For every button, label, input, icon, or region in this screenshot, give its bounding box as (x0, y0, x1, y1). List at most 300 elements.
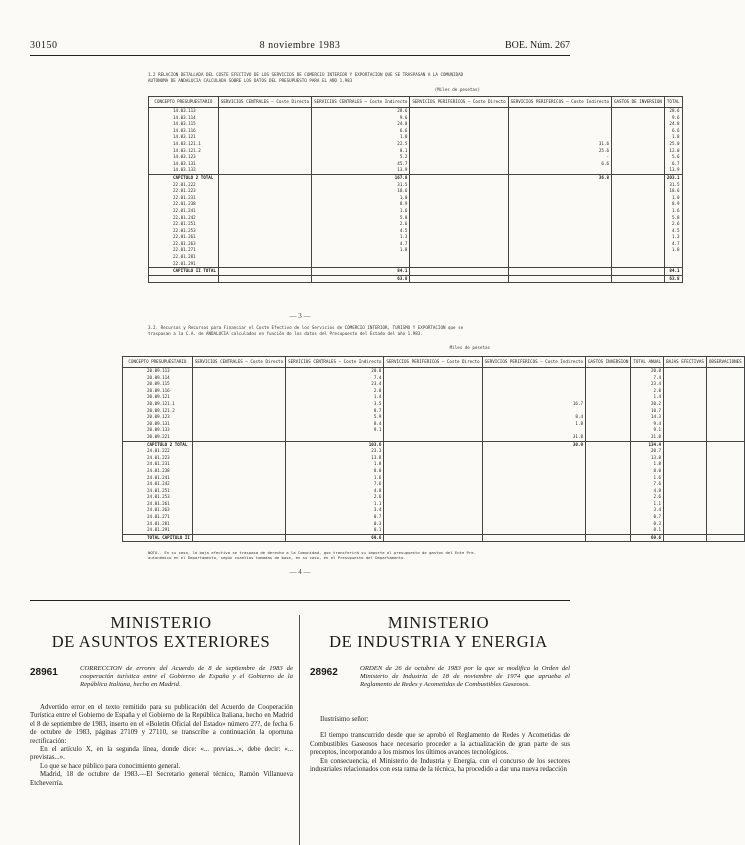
cell-value (664, 368, 707, 375)
cell-value (218, 254, 311, 261)
cell-value (192, 394, 285, 401)
cell-value: 8.1 (312, 148, 410, 155)
table-row (149, 182, 683, 189)
table-row (123, 468, 745, 475)
cell-value (482, 408, 585, 415)
cell-value (706, 434, 744, 441)
cell-value: 9.1 (286, 427, 384, 434)
cell-value: 8.4 (286, 421, 384, 428)
row-label: 20.09.133 (123, 427, 193, 434)
column-header: SERVICIOS CENTRALES — Coste Directo (192, 357, 285, 368)
cell-value (482, 507, 585, 514)
row-label: 20.09.114 (123, 375, 193, 382)
cell-value: 1.6 (312, 208, 410, 215)
cell-value: 8.4 (482, 414, 585, 421)
cell-value: 13.9 (664, 167, 682, 174)
cell-value: - (508, 154, 611, 161)
cell-value (706, 507, 744, 514)
cell-value: 1.8 (482, 421, 585, 428)
cell-value (312, 254, 410, 261)
cell-value (218, 134, 311, 141)
cell-value (612, 134, 665, 141)
table-row (123, 521, 745, 528)
cell-value: 7.6 (286, 481, 384, 488)
cell-value: 6.6 (508, 161, 611, 168)
column-header: SERVICIOS PERIFERICOS — Coste Indirecto (482, 357, 585, 368)
salutation: Ilustrísimo señor: (320, 716, 369, 723)
table-row (123, 401, 745, 408)
table-row (123, 434, 745, 441)
cell-value (706, 408, 744, 415)
total-row (149, 275, 683, 283)
column-header: BAJAS EFECTIVAS (664, 357, 707, 368)
cell-value (586, 441, 631, 448)
cell-value (508, 121, 611, 128)
cell-value (664, 421, 707, 428)
table-row (149, 254, 683, 261)
column-header: SERVICIOS PERIFERICOS — Coste Directo (384, 357, 482, 368)
cell-value (664, 461, 707, 468)
cell-value (410, 261, 508, 268)
cell-value (586, 461, 631, 468)
cell-value (706, 414, 744, 421)
column-header: SERVICIOS PERIFERICOS — Coste Directo (410, 97, 508, 108)
row-label: 14.03.113 (149, 108, 219, 115)
cell-value (218, 228, 311, 235)
row-label: CAPITULO 2 TOTAL (149, 174, 219, 181)
cell-value (612, 234, 665, 241)
cell-value (384, 368, 482, 375)
cell-value: 25.6 (508, 148, 611, 155)
cell-value (612, 254, 665, 261)
cell-value (508, 201, 611, 208)
cell-value: 31.5 (312, 182, 410, 189)
cell-value (384, 501, 482, 508)
cell-value (706, 461, 744, 468)
row-label: 24.01.242 (123, 481, 193, 488)
cell-value (410, 188, 508, 195)
table2-note: NOTA.- En su caso, la baja efectiva se traspasa de derecho a la Comunidad, que transferirá su importe al presupuesto de gastos del Ente Pre-autonómico en el Departamento, según cuantías tomadas de base, en su caso, en el Presupuesto del Departamento. (148, 550, 476, 560)
cell-value: 31.5 (664, 182, 682, 189)
subtotal-row (149, 174, 683, 181)
cell-value (586, 434, 631, 441)
row-label: 20.09.121.2 (123, 408, 193, 415)
cell-value (218, 188, 311, 195)
cell-value: 28.6 (664, 108, 682, 115)
cell-value (664, 488, 707, 495)
subtotal-row (123, 441, 745, 448)
cell-value: 31.6 (508, 141, 611, 148)
cell-value (410, 134, 508, 141)
cell-value (664, 441, 707, 448)
cell-value (612, 221, 665, 228)
row-label: 24.01.271 (123, 514, 193, 521)
cell-value (410, 167, 508, 174)
cell-value: 0.7 (286, 514, 384, 521)
cell-value (482, 375, 585, 382)
row-label: 20.09.121 (123, 394, 193, 401)
cell-value (218, 275, 311, 283)
table-row (123, 388, 745, 395)
cell-value (706, 494, 744, 501)
row-label: 24.01.223 (123, 455, 193, 462)
cell-value (410, 174, 508, 181)
cell-value: 3.4 (286, 507, 384, 514)
announcement-summary-right: ORDEN de 26 de octubre de 1983 por la que se modifica la Orden del Ministerio de Industria de 18 de noviembre de 1974 que aprueba el Reglamento de Redes y Acometidas de Combustibles Gaseosos. (360, 665, 570, 688)
cell-value (410, 241, 508, 248)
cell-value (218, 247, 311, 254)
cell-value (192, 475, 285, 482)
cell-value (384, 434, 482, 441)
cell-value: 13.8 (631, 455, 664, 462)
cell-value: 28.6 (312, 108, 410, 115)
table-row (149, 148, 683, 155)
cell-value: 1.3 (664, 234, 682, 241)
cell-value (410, 182, 508, 189)
cell-value (384, 414, 482, 421)
cell-value (664, 481, 707, 488)
cell-value (410, 141, 508, 148)
table-row (149, 108, 683, 115)
cell-value (586, 481, 631, 488)
row-label: 24.01.251 (123, 488, 193, 495)
ministry-left-line1: MINISTERIO (110, 613, 212, 632)
row-label: TOTAL CAPITULO II (123, 534, 193, 542)
cell-value: 6.6 (664, 128, 682, 135)
cell-value (612, 182, 665, 189)
cell-value (612, 121, 665, 128)
cell-value (508, 115, 611, 122)
cell-value (384, 455, 482, 462)
cell-value (612, 141, 665, 148)
cell-value (384, 394, 482, 401)
column-header: CONCEPTO PRESUPUESTARIO (123, 357, 193, 368)
paragraph: En consecuencia, el Ministerio de Industria y Energía, con el concurso de los sectores industriales relacionados con esta rama de la técnica, ha procedido a dar una nueva redacción (310, 757, 570, 774)
cell-value (664, 494, 707, 501)
cell-value (586, 468, 631, 475)
cell-value (192, 455, 285, 462)
cell-value (482, 448, 585, 455)
cell-value (664, 468, 707, 475)
cell-value (218, 268, 311, 276)
cell-value: 1.6 (631, 475, 664, 482)
cell-value: 8.9 (664, 201, 682, 208)
cell-value (508, 241, 611, 248)
row-label: 14.03.116 (149, 128, 219, 135)
cell-value: 31.8 (482, 434, 585, 441)
cell-value: 4.5 (312, 228, 410, 235)
cell-value: 7.6 (631, 481, 664, 488)
cell-value (664, 521, 707, 528)
cell-value (612, 188, 665, 195)
ministry-heading-left (30, 613, 292, 651)
cell-value (664, 527, 707, 534)
cell-value: 7.4 (631, 375, 664, 382)
cell-value (482, 461, 585, 468)
cell-value (192, 468, 285, 475)
cell-value: 134.4 (631, 441, 664, 448)
cell-value (482, 475, 585, 482)
cell-value: 1.8 (312, 134, 410, 141)
cell-value (482, 455, 585, 462)
row-label: CAPITULO II TOTAL (149, 268, 219, 276)
cell-value (706, 388, 744, 395)
cell-value (218, 201, 311, 208)
column-header: SERVICIOS CENTRALES — Coste Directo (218, 97, 311, 108)
cell-value: 24.8 (664, 121, 682, 128)
cell-value (218, 182, 311, 189)
cell-value: 4.7 (312, 241, 410, 248)
cell-value (706, 394, 744, 401)
cell-value (192, 521, 285, 528)
cell-value (218, 108, 311, 115)
cell-value (312, 261, 410, 268)
cell-value (664, 448, 707, 455)
column-header: GASTOS INVERSION (586, 357, 631, 368)
cell-value (508, 247, 611, 254)
cell-value (384, 427, 482, 434)
cell-value (218, 154, 311, 161)
cell-value: 9.6 (312, 115, 410, 122)
cell-value (508, 128, 611, 135)
row-label: 22.01.271 (149, 247, 219, 254)
cell-value (612, 208, 665, 215)
cell-value (706, 521, 744, 528)
table1 (148, 96, 683, 283)
cell-value: 2.6 (312, 221, 410, 228)
cell-value: 6.6 (312, 128, 410, 135)
cell-value (586, 488, 631, 495)
cell-value (586, 534, 631, 542)
cell-value: 20.8 (286, 368, 384, 375)
cell-value: 6.7 (664, 161, 682, 168)
cell-value (410, 221, 508, 228)
cell-value: 1.6 (286, 475, 384, 482)
column-header: GASTOS DE INVERSION (612, 97, 665, 108)
table-row (149, 261, 683, 268)
cell-value (482, 501, 585, 508)
table-row (149, 121, 683, 128)
table1-unit: (Miles de pesetas) (434, 87, 480, 92)
cell-value (218, 115, 311, 122)
cell-value (508, 228, 611, 235)
cell-value (706, 475, 744, 482)
cell-value (218, 241, 311, 248)
cell-value (410, 161, 508, 168)
table-row (149, 228, 683, 235)
cell-value: 13.9 (312, 167, 410, 174)
cell-value (706, 427, 744, 434)
issue-date: 8 noviembre 1983 (259, 40, 341, 51)
row-label: 22.01.242 (149, 215, 219, 222)
cell-value (664, 401, 707, 408)
table-row (123, 461, 745, 468)
cell-value (508, 182, 611, 189)
cell-value (664, 514, 707, 521)
cell-value (482, 527, 585, 534)
cell-value (508, 234, 611, 241)
table-row (123, 507, 745, 514)
cell-value: 18.6 (664, 188, 682, 195)
cell-value (664, 394, 707, 401)
cell-value (586, 448, 631, 455)
cell-value (586, 475, 631, 482)
cell-value: 12.0 (664, 148, 682, 155)
paragraph: Advertido error en el texto remitido para su publicación del Acuerdo de Cooperación Turística entre el Gobierno de España y el Gobierno de la República Italiana, hecho en Madrid el 8 de septiembre de 1983, inserto en el «Boletín Oficial del Estado» número 2??, de fecha 6 de octubre de 1983, páginas 27109 y 27110, se transcribe a continuación la oportuna rectificación: (30, 704, 293, 745)
cell-value (612, 108, 665, 115)
subtotal-row (149, 268, 683, 276)
cell-value (482, 488, 585, 495)
cell-value: 5.9 (286, 414, 384, 421)
cell-value: 9.1 (631, 427, 664, 434)
table-row (123, 414, 745, 421)
cell-value (706, 401, 744, 408)
cell-value: 10.7 (631, 408, 664, 415)
cell-value (192, 441, 285, 448)
cell-value (218, 141, 311, 148)
cell-value (192, 488, 285, 495)
table2 (122, 356, 745, 542)
cell-value: 2.6 (286, 494, 384, 501)
cell-value: 0.3 (631, 521, 664, 528)
cell-value: 1.1 (286, 501, 384, 508)
cell-value (192, 375, 285, 382)
cell-value: 23.3 (286, 448, 384, 455)
cell-value (706, 448, 744, 455)
separator-2: — 4 — (289, 568, 311, 576)
row-label: 20.09.221 (123, 434, 193, 441)
cell-value (482, 534, 585, 542)
table-row (123, 481, 745, 488)
cell-value (508, 167, 611, 174)
row-label: 22.01.291 (149, 261, 219, 268)
cell-value (192, 534, 285, 542)
cell-value (384, 441, 482, 448)
cell-value (664, 475, 707, 482)
cell-value (482, 368, 585, 375)
cell-value (410, 115, 508, 122)
cell-value: 0.7 (631, 514, 664, 521)
table-row (149, 241, 683, 248)
cell-value: 16.7 (482, 401, 585, 408)
cell-value (706, 368, 744, 375)
table-row (123, 514, 745, 521)
cell-value: 63.8 (664, 275, 682, 283)
cell-value (508, 195, 611, 202)
cell-value (586, 388, 631, 395)
cell-value (384, 475, 482, 482)
cell-value (586, 368, 631, 375)
cell-value (410, 275, 508, 283)
cell-value (192, 501, 285, 508)
cell-value: 1.8 (286, 461, 384, 468)
cell-value (586, 427, 631, 434)
cell-value (612, 128, 665, 135)
column-header: TOTAL (664, 97, 682, 108)
row-label: CAPITULO 2 TOTAL (123, 441, 193, 448)
row-label: 22.01.261 (149, 234, 219, 241)
cell-value (384, 375, 482, 382)
cell-value (410, 268, 508, 276)
cell-value: 1.8 (312, 247, 410, 254)
cell-value (218, 128, 311, 135)
cell-value: 1.8 (664, 247, 682, 254)
cell-value (706, 381, 744, 388)
cell-value (508, 208, 611, 215)
table-row (123, 455, 745, 462)
cell-value (192, 381, 285, 388)
announcement-number-left: 28961 (30, 667, 58, 678)
cell-value (612, 161, 665, 168)
table-row (123, 394, 745, 401)
cell-value: 23.4 (631, 381, 664, 388)
cell-value: 23.4 (286, 381, 384, 388)
cell-value (612, 247, 665, 254)
cell-value (612, 148, 665, 155)
table-row (149, 141, 683, 148)
cell-value: 63.8 (312, 275, 410, 283)
table-row (149, 195, 683, 202)
cell-value: 69.6 (286, 534, 384, 542)
cell-value (192, 421, 285, 428)
cell-value (218, 221, 311, 228)
cell-value: 18.6 (312, 188, 410, 195)
cell-value: 8.0 (286, 468, 384, 475)
cell-value (482, 481, 585, 488)
table2-caption: 3.2. Recursos y Recursos para Financiar el Coste Efectivo de los Servicios de COMERCIO INTERIOR, TURISMO Y EXPORTACION que se traspasan a la C.A. de ANDALUCIA calculados en función de los datos del Presupuesto del Estado del año 1.983. (148, 325, 464, 336)
row-label: 20.09.123 (123, 414, 193, 421)
ministry-right-line2: DE INDUSTRIA Y ENERGIA (329, 632, 548, 651)
cell-value (612, 195, 665, 202)
cell-value (612, 241, 665, 248)
cell-value (586, 514, 631, 521)
row-label: 24.01.241 (123, 475, 193, 482)
cell-value: 3.4 (631, 507, 664, 514)
cell-value: 2.8 (631, 388, 664, 395)
cell-value: 4.7 (664, 241, 682, 248)
cell-value: 5.8 (312, 215, 410, 222)
cell-value: 20.7 (631, 448, 664, 455)
cell-value (664, 254, 682, 261)
table-row (123, 375, 745, 382)
cell-value (218, 121, 311, 128)
table-row (123, 408, 745, 415)
cell-value (664, 534, 707, 542)
row-label: 20.09.116 (123, 388, 193, 395)
table-row (149, 161, 683, 168)
cell-value (384, 408, 482, 415)
cell-value (508, 268, 611, 276)
table-row (149, 221, 683, 228)
table-row (123, 501, 745, 508)
column-header: SERVICIOS PERIFERICOS — Coste Indirecto (508, 97, 611, 108)
cell-value (384, 521, 482, 528)
table1-caption: 1.2 RELACION DETALLADA DEL COSTE EFECTIVO DE LOS SERVICIOS DE COMERCIO INTERIOR Y EXPORTACION QUE SE TRASPASAN A LA COMUNIDAD AUTONOMA DE ANDALUCIA CALCULADA SOBRE LOS DATOS DEL PRESUPUESTO PARA EL AÑO 1.983 (148, 72, 464, 83)
cell-value: 20.8 (631, 368, 664, 375)
cell-value: 1.0 (312, 195, 410, 202)
publication-issue: BOE. Núm. 267 (505, 40, 570, 51)
cell-value: 1.4 (631, 394, 664, 401)
table-row (123, 381, 745, 388)
header-rule (30, 55, 570, 56)
table-row (149, 208, 683, 215)
announcement-body-left (30, 704, 293, 788)
row-label: 24.01.238 (123, 468, 193, 475)
row-label: 24.01.253 (123, 494, 193, 501)
cell-value: 4.5 (664, 228, 682, 235)
cell-value (508, 254, 611, 261)
table2-unit: Miles de pesetas (449, 345, 490, 350)
